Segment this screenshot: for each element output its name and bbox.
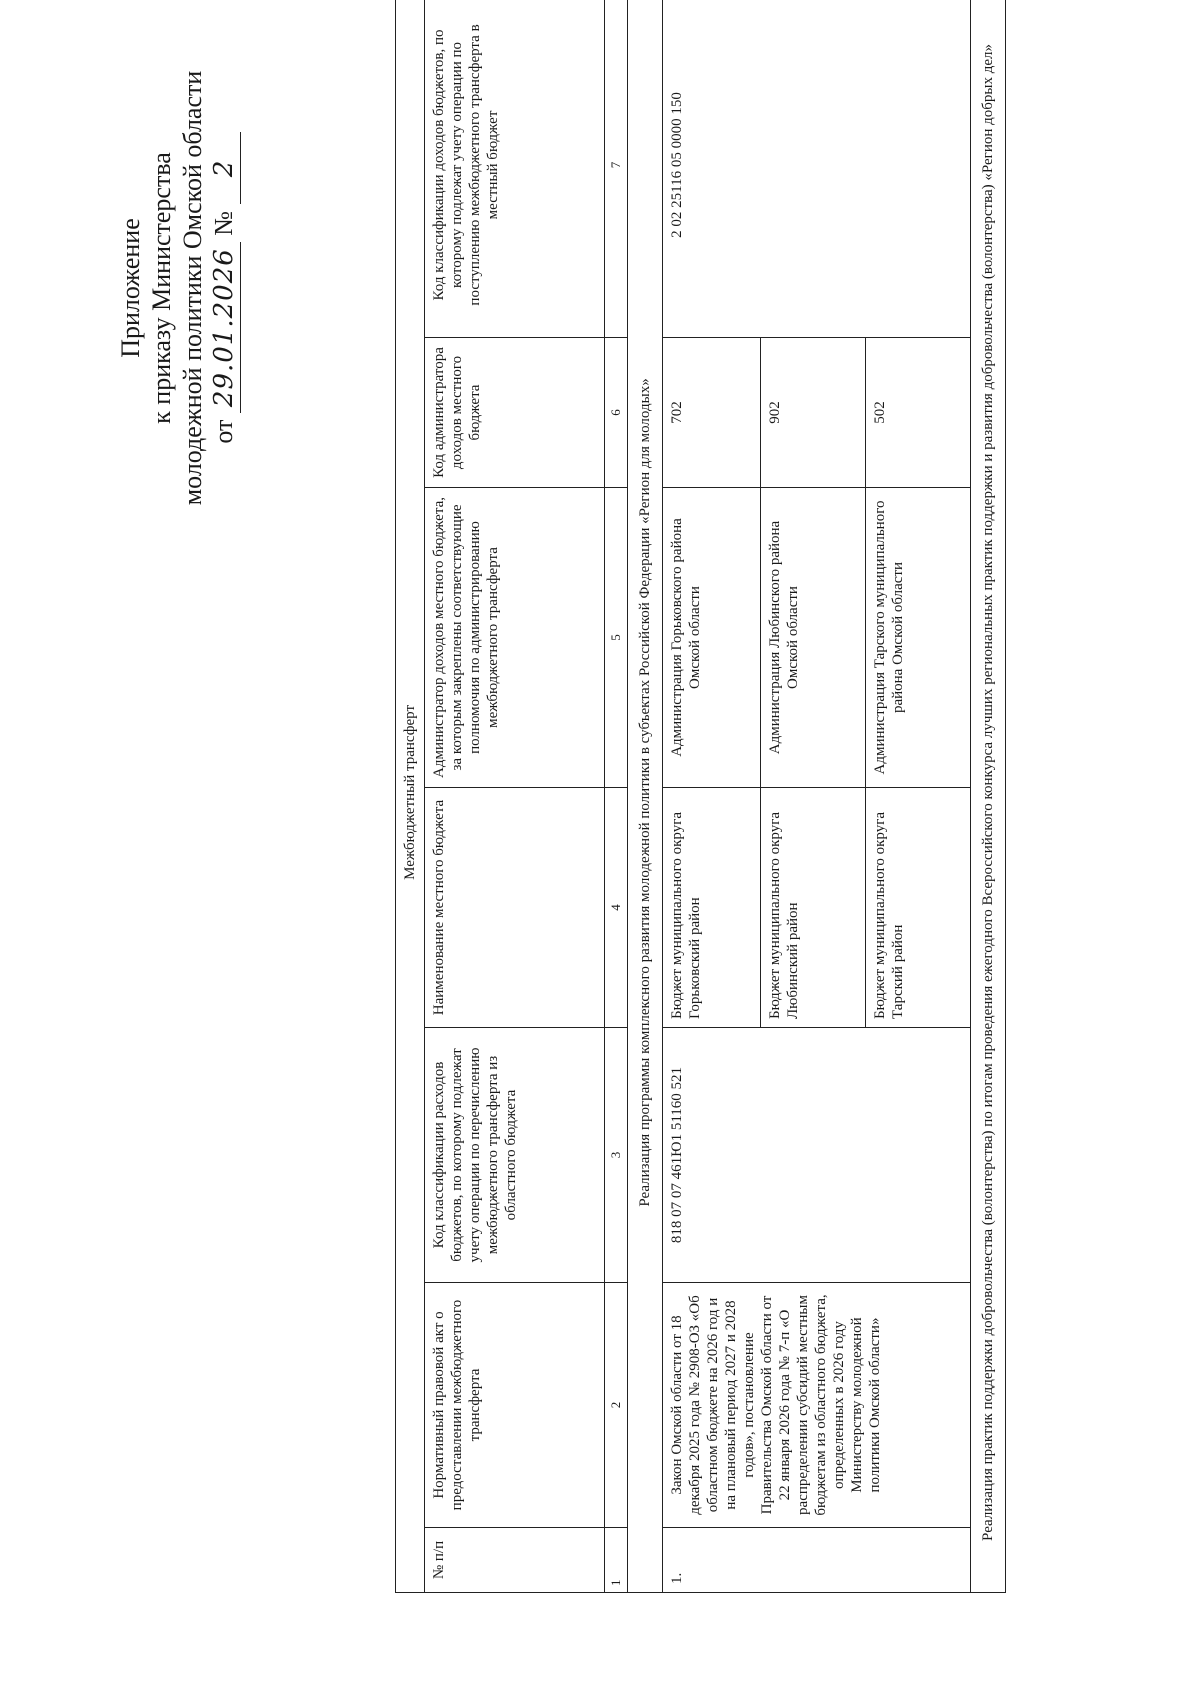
admin-cell: Администрация Любинского района Омской области (761, 488, 866, 788)
col-number-1: 1 (605, 1528, 628, 1593)
budget-name-cell: Бюджет муниципального округа Любинский район (761, 788, 866, 1028)
appendix-header (115, 28, 241, 548)
admin-code-cell: 502 (866, 338, 971, 488)
transfer-table-wrapper (395, 0, 1006, 1593)
order-number: 2 (209, 132, 241, 204)
appendix-order-line: к приказу Министерства (147, 152, 176, 424)
admin-code-cell: 902 (761, 338, 866, 488)
date-number-line (208, 28, 241, 548)
appendix-ministry-line: молодежной политики Омской области (178, 70, 207, 506)
legal-act-cell: Закон Омской области от 18 декабря 2025 года № 2908-ОЗ «Об областном бюджете на 2026 год и на плановый период 2027 и 2028 годов», постановление Правительства Омской области от 22 января 2026 года № 7-п «О распределении субсидий местным бюджетам из областного бюджета, определенных в 2026 году Министерству молодежной политики Омской области» (663, 1283, 971, 1528)
section1-title: Реализация программы комплексного развития молодежной политики в субъектах Российской Федерации «Регион для молодых» (628, 0, 663, 1593)
number-label: № (209, 210, 238, 236)
col-header-admin-code: Код администратора доходов местного бюджета (425, 338, 605, 488)
col-number-3: 3 (605, 1028, 628, 1283)
income-code-cell: 2 02 25116 05 0000 150 (663, 0, 971, 338)
appendix-title: Приложение (116, 218, 145, 358)
admin-cell: Администрация Тарского муниципального района Омской области (866, 488, 971, 788)
col-header-income-code: Код классификации доходов бюджетов, по которому подлежат учету операции по поступлению межбюджетного трансферта в местный бюджет (425, 0, 605, 338)
order-date: 29.01.2026 (209, 242, 241, 413)
row-number: 1. (663, 1528, 971, 1593)
transfer-table (395, 0, 1006, 1593)
column-header-row (425, 0, 605, 1593)
col-number-7: 7 (605, 0, 628, 338)
budget-name-cell: Бюджет муниципального округа Тарский район (866, 788, 971, 1028)
col-header-admin: Администратор доходов местного бюджета, за которым закреплены соответствующие полномочия по администрированию межбюджетного трансферта (425, 488, 605, 788)
col-number-2: 2 (605, 1283, 628, 1528)
expense-code-cell: 818 07 07 461Ю1 51160 521 (663, 1028, 971, 1283)
column-number-row (605, 0, 628, 1593)
col-header-budget-name: Наименование местного бюджета (425, 788, 605, 1028)
group-header-cell: Межбюджетный трансферт (396, 0, 425, 1593)
admin-code-cell: 702 (663, 338, 761, 488)
budget-name-cell: Бюджет муниципального округа Горьковский район (663, 788, 761, 1028)
group-header-row (396, 0, 425, 1593)
section2-title-row (971, 0, 1006, 1593)
admin-cell: Администрация Горьковского района Омской области (663, 488, 761, 788)
section-title-row (628, 0, 663, 1593)
section2-title: Реализация практик поддержки добровольчества (волонтерства) по итогам проведения ежегодного Всероссийского конкурса лучших региональных практик поддержки и развития добровольчества (волонтерства) «Регион добрых дел» (971, 0, 1006, 1593)
from-label: от (209, 419, 238, 444)
col-number-6: 6 (605, 338, 628, 488)
col-header-num: № п/п (425, 1528, 605, 1593)
col-number-5: 5 (605, 488, 628, 788)
data-row-gorkovsky (663, 0, 761, 1593)
col-header-expense-code: Код классификации расходов бюджетов, по которому подлежат учету операции по перечислению межбюджетного трансферта из областного бюджета (425, 1028, 605, 1283)
col-number-4: 4 (605, 788, 628, 1028)
col-header-act: Нормативный правовой акт о предоставлении межбюджетного трансферта (425, 1283, 605, 1528)
